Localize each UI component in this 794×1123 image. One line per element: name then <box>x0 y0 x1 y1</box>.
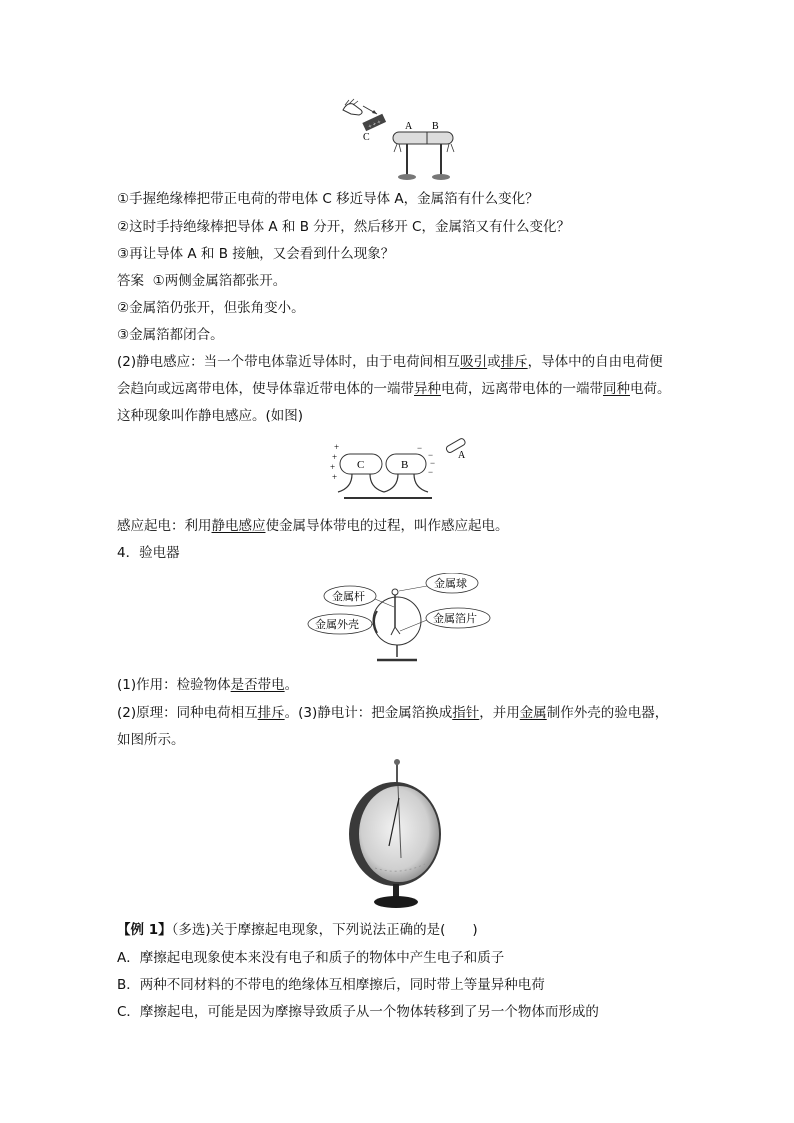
question-1: ①手握绝缘棒把带正电荷的带电体 C 移近导体 A，金属箔有什么变化？ <box>117 191 539 207</box>
example-stem-text: （多选)关于摩擦起电现象，下列说法正确的是( ) <box>171 922 478 938</box>
label-metal-foil: 金属箔片 <box>433 612 477 625</box>
blank-repel: 排斥 <box>257 705 285 721</box>
text-span: 使金属导体带电的过程，叫作感应起电。 <box>265 518 509 534</box>
text-span: (2)原理：同种电荷相互 <box>117 705 258 721</box>
label-a: A <box>458 450 466 461</box>
text-span: ，导体中的自由电荷便 <box>527 354 663 370</box>
label-metal-shell: 金属外壳 <box>315 618 359 631</box>
label-b: B <box>432 121 439 132</box>
blank-charged: 是否带电 <box>230 677 285 693</box>
text-span: 。(3)静电计：把金属箔换成 <box>284 705 453 721</box>
label-c: C <box>363 132 370 143</box>
electroscope-principle <box>117 704 668 722</box>
text-span: 会趋向或远离带电体，使导体靠近带电体的一端带 <box>117 381 414 397</box>
svg-text:+: + <box>330 462 336 472</box>
answer-1: ①两侧金属箔都张开。 <box>152 273 287 289</box>
answer-label: 答案 <box>117 273 144 289</box>
figure-electrometer <box>345 758 445 910</box>
text-span: 或 <box>487 354 501 370</box>
option-a: A．摩擦起电现象使本来没有电子和质子的物体中产生电子和质子 <box>117 950 505 966</box>
example-1-stem <box>117 921 478 939</box>
svg-text:−: − <box>417 443 423 453</box>
blank-induction: 静电感应 <box>211 518 266 534</box>
text-span: 电荷。 <box>630 381 671 397</box>
label-a: A <box>405 121 413 132</box>
induction-charging <box>117 517 509 535</box>
label-metal-ball: 金属球 <box>434 577 467 590</box>
text-span: 。 <box>284 677 299 693</box>
text-span: ，并用 <box>479 705 520 721</box>
blank-pointer: 指针 <box>452 705 480 721</box>
label-c: C <box>357 459 365 471</box>
blank-metal: 金属 <box>519 705 547 721</box>
induction-line-3: 这种现象叫作静电感应。(如图) <box>117 408 304 424</box>
text-span: 感应起电：利用 <box>117 518 212 534</box>
text-span: (1)作用：检验物体 <box>117 677 231 693</box>
label-metal-rod: 金属杆 <box>332 590 365 603</box>
question-2: ②这时手持绝缘棒把导体 A 和 B 分开，然后移开 C，金属箔又有什么变化？ <box>117 219 570 235</box>
answer-2: ②金属箔仍张开，但张角变小。 <box>117 300 305 316</box>
induction-line-1 <box>117 353 663 371</box>
option-b: B．两种不同材料的不带电的绝缘体互相摩擦后，同时带上等量异种电荷 <box>117 977 545 993</box>
induction-line-2 <box>117 380 671 398</box>
blank-opposite: 异种 <box>414 381 441 397</box>
svg-text:−: − <box>428 450 434 460</box>
svg-text:−: − <box>430 458 436 468</box>
electroscope-use <box>117 676 298 694</box>
svg-text:+: + <box>332 452 338 462</box>
svg-text:+ + +: + + + <box>367 119 383 131</box>
text-span: 电荷，远离带电体的一端带 <box>441 381 603 397</box>
blank-attract: 吸引 <box>460 354 488 370</box>
figure-electrostatic-induction <box>330 438 475 510</box>
example-tag: 【例 1】 <box>117 922 172 938</box>
section-title-electroscope: 4．验电器 <box>117 545 180 561</box>
figure-electroscope <box>305 573 495 667</box>
figure-conductor-induction <box>335 96 465 184</box>
text-span: 制作外壳的验电器， <box>546 705 669 721</box>
question-3: ③再让导体 A 和 B 接触，又会看到什么现象？ <box>117 246 395 262</box>
svg-text:+: + <box>332 472 338 482</box>
blank-repel: 排斥 <box>500 354 528 370</box>
svg-text:−: − <box>428 467 434 477</box>
text-span: (2)静电感应：当一个带电体靠近导体时，由于电荷间相互 <box>117 354 461 370</box>
electroscope-principle-cont: 如图所示。 <box>117 732 185 748</box>
option-c: C．摩擦起电，可能是因为摩擦导致质子从一个物体转移到了另一个物体而形成的 <box>117 1004 599 1020</box>
label-b: B <box>401 459 409 471</box>
blank-same: 同种 <box>603 381 630 397</box>
answer-3: ③金属箔都闭合。 <box>117 327 224 343</box>
answer-line-1 <box>117 272 286 290</box>
svg-text:+: + <box>334 442 340 452</box>
